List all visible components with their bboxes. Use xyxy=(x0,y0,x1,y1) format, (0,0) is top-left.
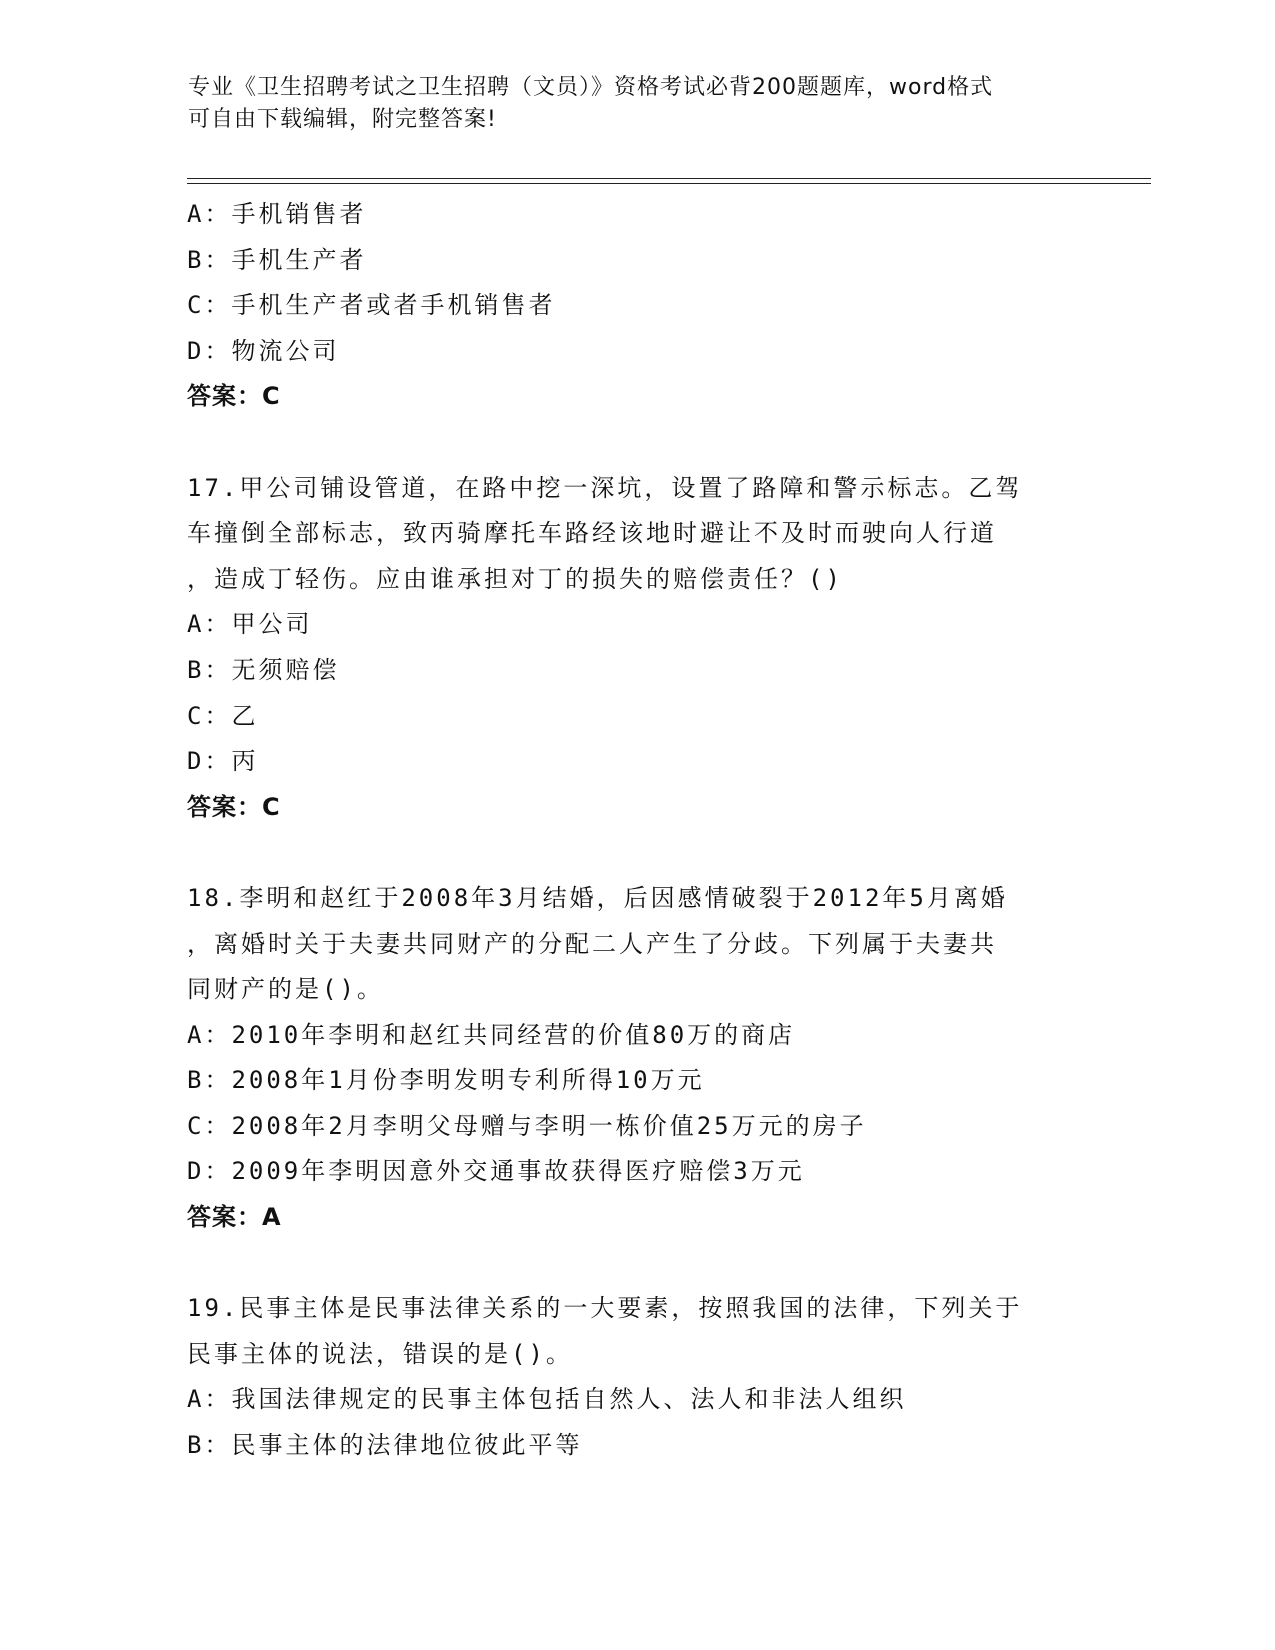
option-d: D：2009年李明因意外交通事故获得医疗赔偿3万元 xyxy=(187,1157,805,1186)
question-stem-line: 车撞倒全部标志，致丙骑摩托车路经该地时避让不及时而驶向人行道 xyxy=(187,519,997,548)
answer-line: 答案：C xyxy=(187,792,281,821)
question-block-18 xyxy=(187,876,1087,1241)
option-a: A：甲公司 xyxy=(187,610,313,639)
option-b: B：无须赔偿 xyxy=(187,655,340,684)
spacer xyxy=(187,1241,1087,1287)
option-b: B：民事主体的法律地位彼此平等 xyxy=(187,1431,583,1460)
question-content xyxy=(187,192,1087,1469)
question-stem-line: 民事主体的说法，错误的是()。 xyxy=(187,1339,573,1368)
question-block-16 xyxy=(187,192,1087,420)
option-a: A：2010年李明和赵红共同经营的价值80万的商店 xyxy=(187,1020,796,1049)
option-a: A：手机销售者 xyxy=(187,200,367,228)
spacer xyxy=(187,420,1087,466)
question-block-17 xyxy=(187,466,1087,831)
option-d: D：物流公司 xyxy=(187,336,340,365)
question-stem-line: 18.李明和赵红于2008年3月结婚，后因感情破裂于2012年5月离婚 xyxy=(187,883,1008,912)
option-d: D：丙 xyxy=(187,747,259,776)
question-stem-line: 同财产的是()。 xyxy=(187,975,384,1004)
answer-line: 答案：A xyxy=(187,1203,282,1232)
header-divider-top xyxy=(187,178,1151,179)
document-header xyxy=(188,72,1088,136)
option-a: A：我国法律规定的民事主体包括自然人、法人和非法人组织 xyxy=(187,1385,907,1414)
option-b: B：手机生产者 xyxy=(187,245,367,274)
option-c: C：乙 xyxy=(187,701,259,730)
header-line-1: 专业《卫生招聘考试之卫生招聘（文员）》资格考试必背200题题库，word格式 xyxy=(188,75,994,100)
answer-line: 答案：C xyxy=(187,382,281,411)
question-stem-line: 19.民事主体是民事法律关系的一大要素，按照我国的法律，下列关于 xyxy=(187,1294,1023,1323)
question-stem-line: 17.甲公司铺设管道，在路中挖一深坑，设置了路障和警示标志。乙驾 xyxy=(187,473,1023,502)
option-c: C：2008年2月李明父母赠与李明一栋价值25万元的房子 xyxy=(187,1111,867,1140)
option-b: B：2008年1月份李明发明专利所得10万元 xyxy=(187,1066,705,1095)
question-stem-line: ，离婚时关于夫妻共同财产的分配二人产生了分歧。下列属于夫妻共 xyxy=(187,929,997,958)
question-stem-line: ，造成丁轻伤。应由谁承担对丁的损失的赔偿责任？() xyxy=(187,564,843,593)
spacer xyxy=(187,830,1087,876)
question-block-19 xyxy=(187,1286,1087,1468)
option-c: C：手机生产者或者手机销售者 xyxy=(187,291,556,320)
header-line-2: 可自由下载编辑，附完整答案! xyxy=(188,107,497,132)
header-divider-bottom xyxy=(187,183,1151,184)
